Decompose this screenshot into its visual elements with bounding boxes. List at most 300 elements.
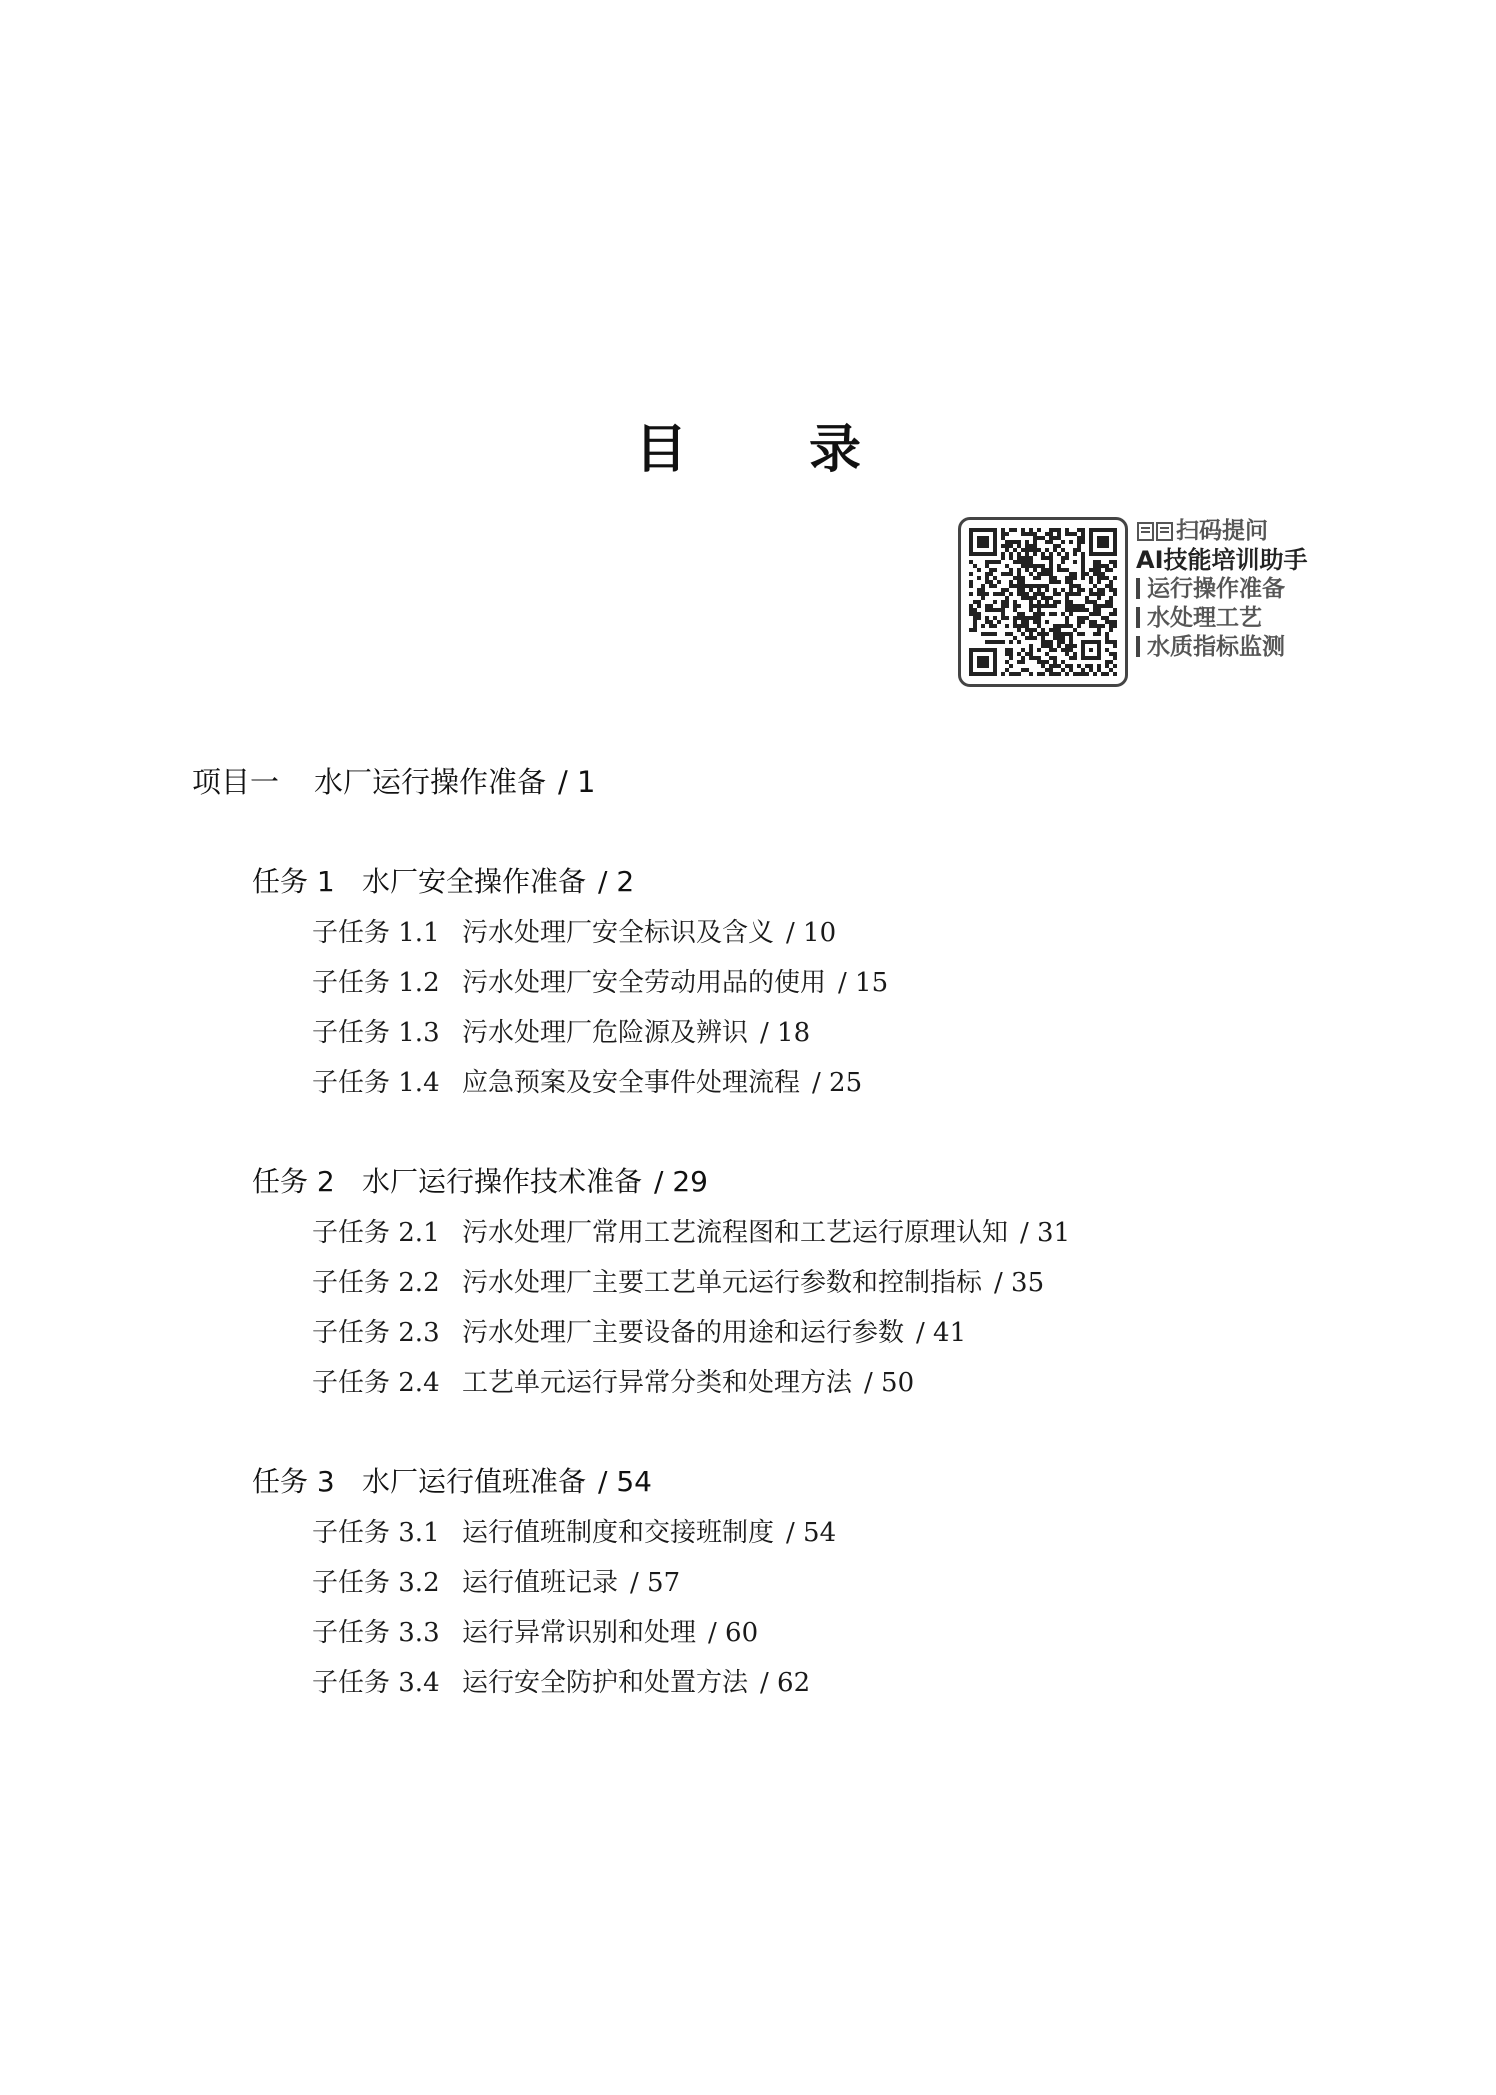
qr-module (1105, 636, 1109, 640)
qr-module (1029, 628, 1033, 632)
qr-module (1109, 620, 1113, 624)
qr-module (1097, 632, 1101, 636)
qr-module (1077, 548, 1081, 552)
qr-module (1089, 568, 1093, 572)
qr-module (985, 560, 989, 564)
qr-module (1045, 600, 1049, 604)
qr-module (1073, 644, 1077, 648)
qr-module (1089, 576, 1093, 580)
toc-project-title: 水厂运行操作准备 (314, 765, 547, 799)
toc-subtask-number: 子任务 1.3 (312, 1018, 440, 1048)
qr-module (1025, 568, 1029, 572)
qr-module (1025, 552, 1029, 556)
toc-subtask-number: 子任务 3.4 (312, 1668, 440, 1698)
qr-module (1021, 580, 1025, 584)
qr-module (1093, 600, 1097, 604)
qr-module (1109, 600, 1113, 604)
qr-module (993, 560, 997, 564)
qr-module (1013, 616, 1017, 620)
qr-module (1081, 668, 1085, 672)
qr-module (1005, 540, 1009, 544)
qr-module (1077, 584, 1081, 588)
qr-module (1021, 548, 1025, 552)
qr-module (1045, 620, 1049, 624)
toc-subtask-number: 子任务 2.1 (312, 1218, 440, 1248)
qr-module (1001, 592, 1005, 596)
qr-module (1017, 544, 1021, 548)
toc-task-number: 任务 3 (252, 1465, 335, 1498)
qr-module (1057, 664, 1061, 668)
qr-module (1101, 616, 1105, 620)
qr-module (1045, 660, 1049, 664)
qr-module (1061, 668, 1065, 672)
qr-module (1001, 612, 1005, 616)
qr-module (1005, 532, 1009, 536)
qr-module (1073, 652, 1077, 656)
qr-module (1081, 672, 1085, 676)
qr-module (1061, 560, 1065, 564)
qr-module (1061, 624, 1065, 628)
qr-module (1013, 672, 1017, 676)
book-icon (1136, 520, 1174, 542)
qr-module (1105, 632, 1109, 636)
qr-module (1017, 628, 1021, 632)
qr-module (1049, 540, 1053, 544)
qr-module (985, 592, 989, 596)
qr-module (1077, 608, 1081, 612)
qr-module (1029, 648, 1033, 652)
qr-module (985, 640, 989, 644)
qr-module (1081, 564, 1085, 568)
qr-module (1109, 584, 1113, 588)
qr-module (1113, 608, 1117, 612)
qr-module (1041, 568, 1045, 572)
toc-task[interactable] (252, 1162, 708, 1202)
qr-module (1021, 632, 1025, 636)
qr-module (1065, 580, 1069, 584)
qr-module (1097, 576, 1101, 580)
qr-module (1049, 644, 1053, 648)
qr-module (1113, 620, 1117, 624)
qr-module (977, 588, 981, 592)
qr-module (1057, 636, 1061, 640)
qr-module (1001, 552, 1005, 556)
qr-module (1009, 556, 1013, 560)
qr-module (1001, 556, 1005, 560)
qr-module (1021, 564, 1025, 568)
qr-module (1005, 564, 1009, 568)
qr-module (1037, 536, 1041, 540)
qr-module (1029, 608, 1033, 612)
qr-module (1001, 536, 1005, 540)
toc-subtask-number: 子任务 2.4 (312, 1368, 440, 1398)
qr-module (1065, 652, 1069, 656)
qr-module (1049, 656, 1053, 660)
qr-module (1049, 572, 1053, 576)
qr-module (1089, 592, 1093, 596)
qr-module (1029, 672, 1033, 676)
qr-module (1033, 544, 1037, 548)
qr-module (997, 580, 1001, 584)
qr-module (985, 580, 989, 584)
qr-promo[interactable] (958, 517, 1318, 687)
qr-module (1101, 672, 1105, 676)
qr-module (1029, 560, 1033, 564)
qr-module (1045, 556, 1049, 560)
toc-task[interactable] (252, 862, 634, 902)
qr-module (1093, 572, 1097, 576)
qr-module (1041, 584, 1045, 588)
toc-task[interactable] (252, 1462, 652, 1502)
qr-module (1077, 632, 1081, 636)
qr-module (1025, 624, 1029, 628)
qr-module (1093, 608, 1097, 612)
qr-module (1105, 664, 1109, 668)
qr-module (993, 584, 997, 588)
qr-module (1097, 608, 1101, 612)
qr-module (1001, 544, 1005, 548)
qr-module (1017, 588, 1021, 592)
toc-project-number: 项目一 (192, 765, 280, 799)
qr-module (1041, 664, 1045, 668)
qr-module (1113, 624, 1117, 628)
toc-subtask[interactable] (312, 1263, 1044, 1303)
qr-module (1105, 640, 1109, 644)
qr-module (1057, 568, 1061, 572)
qr-module (1105, 576, 1109, 580)
qr-module (1037, 584, 1041, 588)
qr-module (1113, 592, 1117, 596)
qr-module (1069, 648, 1073, 652)
toc-subtask-page: / 54 (786, 1518, 837, 1548)
qr-module (1093, 592, 1097, 596)
qr-module (1017, 576, 1021, 580)
qr-module (1057, 532, 1061, 536)
toc-subtask[interactable] (312, 1563, 680, 1603)
qr-module (1069, 572, 1073, 576)
qr-module (1005, 668, 1009, 672)
qr-module (1109, 568, 1113, 572)
qr-module (1053, 672, 1057, 676)
qr-module (1033, 628, 1037, 632)
qr-module (1033, 564, 1037, 568)
qr-module (1049, 596, 1053, 600)
qr-module (1081, 560, 1085, 564)
qr-module (1105, 616, 1109, 620)
qr-module (1057, 628, 1061, 632)
toc-subtask-page: / 10 (786, 918, 837, 948)
qr-module (1037, 608, 1041, 612)
toc-subtask[interactable] (312, 1063, 862, 1103)
qr-module (981, 624, 985, 628)
qr-module (1109, 628, 1113, 632)
qr-module (1037, 576, 1041, 580)
qr-module (969, 580, 973, 584)
qr-module (1097, 664, 1101, 668)
qr-module (1113, 612, 1117, 616)
qr-module (1057, 632, 1061, 636)
qr-module (1081, 528, 1085, 532)
qr-module (1017, 612, 1021, 616)
qr-module (1001, 600, 1005, 604)
qr-module (1101, 564, 1105, 568)
qr-module (1049, 560, 1053, 564)
qr-module (1005, 604, 1009, 608)
qr-module (1077, 540, 1081, 544)
qr-module (1017, 552, 1021, 556)
toc-task-number: 任务 2 (252, 1165, 335, 1198)
qr-module (1009, 572, 1013, 576)
qr-module (1045, 632, 1049, 636)
qr-module (1021, 576, 1025, 580)
qr-module (1105, 672, 1109, 676)
qr-module (1073, 572, 1077, 576)
toc-subtask-page: / 35 (994, 1268, 1045, 1298)
toc-subtask-page: / 15 (838, 968, 889, 998)
qr-module (1097, 612, 1101, 616)
qr-module (989, 568, 993, 572)
qr-module (1013, 624, 1017, 628)
qr-module (993, 608, 997, 612)
qr-module (985, 608, 989, 612)
qr-module (1069, 576, 1073, 580)
qr-module (1037, 588, 1041, 592)
qr-module (1041, 628, 1045, 632)
qr-module (1049, 612, 1053, 616)
qr-module (1057, 592, 1061, 596)
qr-module (1013, 620, 1017, 624)
qr-module (1037, 564, 1041, 568)
qr-module (1017, 616, 1021, 620)
qr-module (1029, 588, 1033, 592)
qr-module (1009, 540, 1013, 544)
qr-module (1033, 540, 1037, 544)
qr-module (1053, 628, 1057, 632)
qr-module (985, 576, 989, 580)
qr-module (1069, 580, 1073, 584)
qr-module (1101, 576, 1105, 580)
qr-module (1097, 668, 1101, 672)
qr-module (1069, 612, 1073, 616)
qr-module (1077, 528, 1081, 532)
qr-module (1089, 600, 1093, 604)
qr-module (1025, 584, 1029, 588)
qr-module (1037, 616, 1041, 620)
qr-module (1033, 604, 1037, 608)
qr-module (1001, 588, 1005, 592)
qr-module (1041, 636, 1045, 640)
qr-module (1009, 552, 1013, 556)
toc-subtask[interactable] (312, 1213, 1070, 1253)
qr-module (1049, 564, 1053, 568)
toc-subtask[interactable] (312, 1613, 758, 1653)
bar-icon (1136, 636, 1140, 657)
qr-module (1093, 632, 1097, 636)
qr-module (1069, 588, 1073, 592)
qr-module (1037, 548, 1041, 552)
toc-project[interactable] (192, 762, 595, 802)
qr-module (1053, 592, 1057, 596)
qr-module (1101, 592, 1105, 596)
qr-module (997, 608, 1001, 612)
qr-module (981, 632, 985, 636)
qr-module (1017, 560, 1021, 564)
qr-module (1089, 588, 1093, 592)
toc-subtask[interactable] (312, 1663, 810, 1703)
qr-module (1045, 668, 1049, 672)
qr-module (1089, 620, 1093, 624)
qr-module (1073, 656, 1077, 660)
qr-caption-item-text: 运行操作准备 (1147, 576, 1285, 602)
qr-module (1021, 528, 1025, 532)
qr-module (1061, 556, 1065, 560)
qr-module (1065, 528, 1069, 532)
qr-module (1109, 624, 1113, 628)
qr-module (1005, 596, 1009, 600)
qr-module (1017, 584, 1021, 588)
qr-module (977, 612, 981, 616)
qr-module (1033, 616, 1037, 620)
toc-subtask[interactable] (312, 1013, 810, 1053)
qr-module (977, 604, 981, 608)
qr-module (1045, 588, 1049, 592)
qr-module (1109, 660, 1113, 664)
qr-module (1041, 612, 1045, 616)
qr-module (1085, 572, 1089, 576)
toc-subtask-title: 运行值班制度和交接班制度 (462, 1518, 775, 1548)
toc-subtask[interactable] (312, 1313, 966, 1353)
qr-module (1017, 568, 1021, 572)
qr-module (1065, 616, 1069, 620)
qr-module (1085, 616, 1089, 620)
qr-module (993, 600, 997, 604)
toc-task-page: / 29 (654, 1165, 708, 1198)
toc-subtask[interactable] (312, 913, 836, 953)
qr-module (973, 600, 977, 604)
qr-module (969, 592, 973, 596)
qr-module (1033, 596, 1037, 600)
toc-subtask-title: 污水处理厂常用工艺流程图和工艺运行原理认知 (462, 1218, 1009, 1248)
qr-module (1001, 640, 1005, 644)
qr-module (1037, 604, 1041, 608)
toc-subtask-number: 子任务 1.4 (312, 1068, 440, 1098)
qr-module (1033, 584, 1037, 588)
qr-module (1077, 604, 1081, 608)
qr-module (1045, 532, 1049, 536)
qr-module (1073, 592, 1077, 596)
toc-subtask-number: 子任务 3.2 (312, 1568, 440, 1598)
qr-module (1053, 548, 1057, 552)
toc-subtask[interactable] (312, 1513, 836, 1553)
qr-module (1001, 572, 1005, 576)
qr-module (1109, 612, 1113, 616)
toc-subtask-page: / 50 (864, 1368, 915, 1398)
qr-module (1061, 648, 1065, 652)
qr-module (1069, 624, 1073, 628)
qr-module (1025, 532, 1029, 536)
toc-subtask-page: / 41 (916, 1318, 967, 1348)
qr-module (1109, 596, 1113, 600)
toc-subtask-title: 运行安全防护和处置方法 (462, 1668, 749, 1698)
qr-module (1057, 640, 1061, 644)
qr-module (1005, 544, 1009, 548)
toc-subtask[interactable] (312, 1363, 914, 1403)
qr-module (1009, 568, 1013, 572)
qr-module (1065, 552, 1069, 556)
qr-module (1069, 656, 1073, 660)
qr-module (1025, 544, 1029, 548)
qr-module (1053, 612, 1057, 616)
qr-module (981, 592, 985, 596)
qr-module (1061, 568, 1065, 572)
qr-module (1097, 592, 1101, 596)
qr-module (1073, 548, 1077, 552)
qr-module (1021, 560, 1025, 564)
qr-module (1013, 528, 1017, 532)
qr-module (1113, 560, 1117, 564)
qr-module (1065, 556, 1069, 560)
qr-module (1029, 596, 1033, 600)
qr-module (1057, 644, 1061, 648)
qr-module (1013, 576, 1017, 580)
qr-module (1029, 556, 1033, 560)
qr-caption-item (1136, 575, 1326, 604)
toc-subtask[interactable] (312, 963, 888, 1003)
qr-module (993, 640, 997, 644)
qr-module (1081, 576, 1085, 580)
qr-module (993, 624, 997, 628)
qr-module (1005, 652, 1009, 656)
qr-module (1025, 540, 1029, 544)
qr-module (1065, 604, 1069, 608)
qr-module (1077, 664, 1081, 668)
qr-module (1029, 652, 1033, 656)
qr-module (969, 628, 973, 632)
qr-module (1005, 616, 1009, 620)
qr-module (1017, 652, 1021, 656)
qr-module (1009, 664, 1013, 668)
qr-module (1065, 568, 1069, 572)
qr-module (1053, 648, 1057, 652)
qr-module (1093, 560, 1097, 564)
qr-module (1021, 648, 1025, 652)
qr-module (1037, 620, 1041, 624)
qr-module (1069, 640, 1073, 644)
toc-subtask-number: 子任务 3.1 (312, 1518, 440, 1548)
qr-module (1061, 612, 1065, 616)
toc-task-title: 水厂运行值班准备 (362, 1465, 587, 1498)
qr-module (1069, 664, 1073, 668)
qr-module (1009, 584, 1013, 588)
qr-module (1101, 572, 1105, 576)
qr-module (1013, 584, 1017, 588)
qr-caption-line2: AI技能培训助手 (1136, 546, 1308, 574)
qr-module (1049, 640, 1053, 644)
qr-module (1081, 568, 1085, 572)
qr-code[interactable] (958, 517, 1128, 687)
qr-module (1085, 672, 1089, 676)
qr-module (1081, 536, 1085, 540)
qr-module (969, 572, 973, 576)
qr-module (1105, 620, 1109, 624)
qr-module (1041, 640, 1045, 644)
qr-module (1021, 616, 1025, 620)
toc-subtask-number: 子任务 2.2 (312, 1268, 440, 1298)
toc-subtask-page: / 62 (760, 1668, 811, 1698)
qr-module (1005, 632, 1009, 636)
qr-module (1037, 592, 1041, 596)
qr-module (1077, 624, 1081, 628)
